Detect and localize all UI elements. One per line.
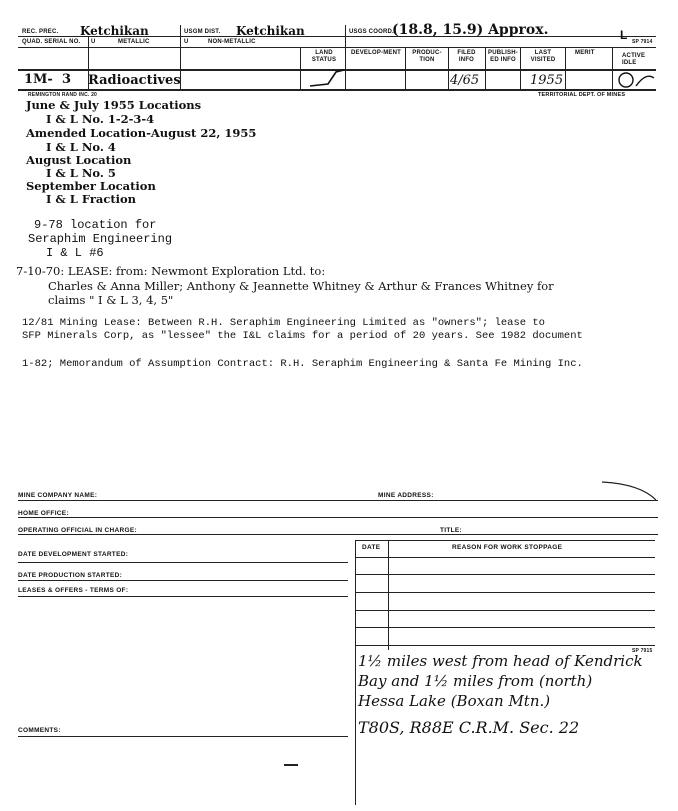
- entry-12: 7-10-70: LEASE: from: Newmont Exploration Ltd. to:: [16, 264, 326, 278]
- col-merit: MERIT: [575, 50, 595, 56]
- scan-dash-mark: [284, 764, 298, 766]
- form-code: SP 7914: [632, 39, 653, 45]
- comments-label: COMMENTS:: [18, 727, 61, 734]
- title-label: TITLE:: [440, 527, 463, 534]
- col-last-visited: LAST VISITED: [530, 50, 556, 63]
- handwritten-line-3: Hessa Lake (Boxan Mtn.): [358, 692, 551, 710]
- scan-curve-mark: [600, 480, 660, 504]
- quad-prefix: 1M-: [24, 72, 53, 87]
- col-metallic: METALLIC: [118, 39, 150, 45]
- handwritten-line-1: 1½ miles west from head of Kendrick: [358, 652, 643, 670]
- rec-prec-label: REC. PREC.: [22, 29, 59, 35]
- col-nonmetallic: NON-METALLIC: [208, 39, 256, 45]
- col-land-status: LAND STATUS: [311, 50, 337, 63]
- usgs-coord-label: USGS COORD.: [349, 29, 394, 35]
- mine-company-name-label: MINE COMPANY NAME:: [18, 492, 98, 499]
- col-published-info: PUBLISH-ED INFO: [488, 50, 518, 63]
- usgm-dist-label: USGM DIST.: [184, 29, 221, 35]
- rec-prec-value: Ketchikan: [80, 24, 149, 38]
- operating-official-label: OPERATING OFFICIAL IN CHARGE:: [18, 527, 137, 534]
- dept-label: TERRITORIAL DEPT. OF MINES: [538, 92, 626, 98]
- handwritten-line-4: T80S, R88E C.R.M. Sec. 22: [358, 718, 580, 737]
- last-visited-value: 1955: [530, 73, 564, 88]
- land-status-mark: [306, 68, 346, 90]
- entry-9: 9-78 location for: [34, 218, 157, 232]
- col-filed-info: FILED INFO: [457, 50, 476, 63]
- entry-15: 12/81 Mining Lease: Between R.H. Seraphim Engineering Limited as "owners"; lease to: [22, 317, 545, 329]
- corner-mark: L: [620, 28, 628, 42]
- quad-value: 3: [62, 72, 72, 87]
- handwritten-line-2: Bay and 1½ miles from (north): [358, 672, 593, 690]
- col-active: ACTIVE IDLE: [622, 53, 646, 66]
- entry-14: claims " I & L 3, 4, 5": [48, 293, 174, 307]
- date-col-label: DATE: [362, 544, 381, 551]
- entry-1: June & July 1955 Locations: [26, 98, 202, 112]
- entry-6: I & L No. 5: [46, 166, 116, 180]
- entry-17: 1-82; Memorandum of Assumption Contract: R.H. Seraphim Engineering & Santa Fe Mining Inc.: [22, 358, 583, 370]
- home-office-label: HOME OFFICE:: [18, 510, 69, 517]
- leases-offers-label: LEASES & OFFERS - TERMS OF:: [18, 587, 129, 594]
- entry-11: I & L #6: [46, 246, 104, 260]
- entry-8: I & L Fraction: [46, 192, 137, 206]
- reason-col-label: REASON FOR WORK STOPPAGE: [452, 544, 563, 551]
- form-code-2: SP 7915: [632, 648, 653, 654]
- col-u: U: [91, 39, 96, 45]
- entry-13: Charles & Anna Miller; Anthony & Jeannette Whitney & Arthur & Frances Whitney for: [48, 279, 554, 293]
- entry-7: September Location: [26, 179, 156, 193]
- usgs-coord-value: (18.8, 15.9) Approx.: [392, 22, 549, 38]
- date-prod-started-label: DATE PRODUCTION STARTED:: [18, 572, 123, 579]
- entry-16: SFP Minerals Corp, as "lessee" the I&L claims for a period of 20 years. See 1982 document: [22, 330, 583, 342]
- col-production: PRODUC-TION: [412, 50, 442, 63]
- usgm-dist-value: Ketchikan: [236, 24, 305, 38]
- metallic-value: Radioactives: [88, 73, 181, 88]
- entry-5: August Location: [26, 153, 132, 167]
- col-quad-serial: QUAD. SERIAL NO.: [22, 39, 81, 45]
- active-idle-mark: [614, 66, 658, 92]
- filed-value: 4/65: [450, 73, 480, 88]
- entry-10: Seraphim Engineering: [28, 232, 173, 246]
- entry-2: I & L No. 1-2-3-4: [46, 112, 155, 126]
- mine-address-label: MINE ADDRESS:: [378, 492, 434, 499]
- date-dev-started-label: DATE DEVELOPMENT STARTED:: [18, 551, 129, 558]
- col-u-2: U: [184, 39, 189, 45]
- entry-4: I & L No. 4: [46, 140, 116, 154]
- entry-3: Amended Location-August 22, 1955: [26, 126, 257, 140]
- printer-line: REMINGTON RAND INC. 20: [28, 92, 98, 98]
- col-development: DEVELOP-MENT: [350, 50, 402, 56]
